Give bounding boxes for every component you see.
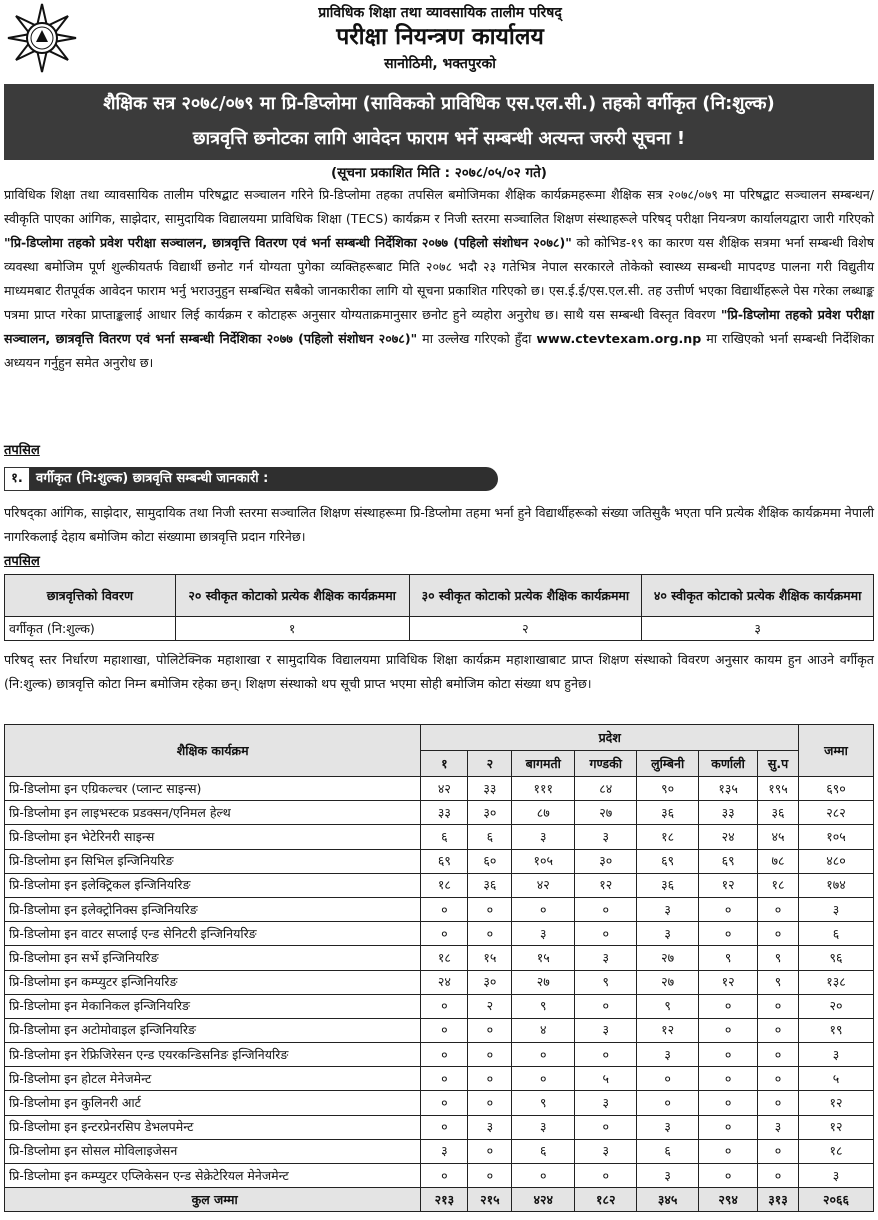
quota-value-cell: ६ [512, 1139, 575, 1163]
quota-value-cell: ३ [575, 1018, 637, 1042]
row-total-cell: १३८ [799, 970, 874, 994]
quota-value-cell: ३३ [468, 777, 512, 801]
tapasil-heading-1: तपसिल [4, 443, 40, 458]
quota-value-cell: २४ [421, 970, 468, 994]
quota-value-cell: ० [699, 1091, 758, 1115]
quota-value-cell: ० [699, 1018, 758, 1042]
quota-value-cell: २७ [637, 946, 699, 970]
quota-value-cell: ९ [575, 970, 637, 994]
quota-value-cell: ० [421, 1091, 468, 1115]
quota-value-cell: ३० [468, 970, 512, 994]
quota-value-cell: ५ [575, 1067, 637, 1091]
header [0, 0, 878, 82]
quota-value-cell: १२ [699, 970, 758, 994]
program-name: प्रि-डिप्लोमा इन वाटर सप्लाई एन्ड सेनिटरी इन्जिनियरिङ [5, 922, 421, 946]
publish-date: (सूचना प्रकाशित मिति : २०७८/०५/०२ गते) [331, 165, 547, 181]
quota-value-cell: ६९ [699, 849, 758, 873]
quota-value-cell: ९ [512, 994, 575, 1018]
program-name: प्रि-डिप्लोमा इन कम्प्युटर एप्लिकेसन एन्ड सेक्रेटेरियल मेनेजमेन्ट [5, 1164, 421, 1188]
quota-value-cell: २७ [637, 970, 699, 994]
quota-value-cell: २१५ [468, 1188, 512, 1212]
quota-value-cell: ३ [637, 922, 699, 946]
quota-value-cell: १२ [637, 1018, 699, 1042]
quota-value-cell: ९ [637, 994, 699, 1018]
quota-value-cell: ० [421, 1164, 468, 1188]
intro-paragraph [4, 183, 874, 375]
quota-value-cell: ० [421, 1115, 468, 1139]
quota-value-cell: ४२ [421, 777, 468, 801]
quota-value-cell: ० [421, 1043, 468, 1067]
row-total-cell: १०५ [799, 825, 874, 849]
quota-value-cell: २४ [699, 825, 758, 849]
quota-value-cell: ० [758, 994, 799, 1018]
quota-value-cell: ७८ [758, 849, 799, 873]
quota-value-cell: ० [575, 897, 637, 921]
quota-value-cell: ३ [637, 897, 699, 921]
quota-value-cell: १५ [512, 946, 575, 970]
quota-value-cell: ० [421, 1018, 468, 1042]
program-name: प्रि-डिप्लोमा इन मेकानिकल इन्जिनियरिङ [5, 994, 421, 1018]
intro-text-a: प्राविधिक शिक्षा तथा व्यावसायिक तालीम परिषद्बाट सञ्चालन गरिने प्रि-डिप्लोमा तहका तपसिल बमोजिमका शैक्षिक कार्यक्रमहरूमा शैक्षिक सत्र २०७८/०७९ मा परिषद्बाट सञ्चालन सम्बन्धन/स्वीकृति पाएका आंगिक, साझेदार, सामुदायिक विद्यालयमा प्राविधिक शिक्षा (TECS) कार्यक्रम र निजी स्तरमा सञ्चालित शिक्षण संस्थाहरूले परिषद् परीक्षा नियन्त्रण कार्यालयद्वारा जारी गरिएको [4, 187, 874, 226]
quota-value-cell: ९ [758, 946, 799, 970]
quota-value-cell: ३३ [699, 801, 758, 825]
quota-value-cell: ० [699, 1139, 758, 1163]
quota-value-cell: ३ [637, 1164, 699, 1188]
quota-value-cell: १९५ [758, 777, 799, 801]
quota-value-cell: ० [512, 1164, 575, 1188]
total-column-header: जम्मा [799, 725, 874, 777]
quota-value-cell: ३३ [421, 801, 468, 825]
quota-header-row [5, 575, 874, 617]
quota-value-cell: ३ [575, 825, 637, 849]
quota-value-cell: ० [468, 1091, 512, 1115]
quota-value-cell: २९४ [699, 1188, 758, 1212]
table-row [5, 849, 874, 873]
intro-text-c: को कोभिड-१९ का कारण यस शैक्षिक सत्रमा भर्ना सम्बन्धी विशेष व्यवस्था बमोजिम पूर्ण शुल्कीयतर्फ विद्यार्थी छनोट गर्न योग्यता पुगेका व्यक्तिहरूबाट मिति २०७८ भदौ २३ गतेभित्र नेपाल सरकारले तोकेको स्वास्थ्य सम्बन्धी मापदण्ड पालना गरी विद्युतीय माध्यमबाट रीतपूर्वक आवेदन फाराम भर्नु भराउनुहुन सम्बन्धित सबैको जानकारीका लागि यो सूचना प्रकाशित गरिएको छ। एस.ई.ई/एस.एल.सी. तह उत्तीर्ण भएका विद्यार्थीहरूले पेस गरेका लब्धाङ्क पत्रमा प्राप्त गरेका प्राप्ताङ्कलाई आधार लिई कार्यक्रम र कोटाहरू अनुसार योग्यताक्रमानुसार छनोट हुने व्यहोरा अनुरोध छ। साथै यस सम्बन्धी विस्तृत विवरण [4, 235, 874, 322]
quota-value-cell: १०५ [512, 849, 575, 873]
quota-value-cell: ६ [421, 825, 468, 849]
government-emblem-icon [6, 2, 78, 74]
guideline-title-2: "प्रि-डिप्लोमा तहको प्रवेश परीक्षा सञ्चालन, छात्रवृत्ति वितरण एवं भर्ना सम्बन्धी निर्देशिका २०७७ (पहिलो संशोधन २०७८)" [4, 307, 874, 346]
program-table-body [5, 777, 874, 1212]
quota-header: २० स्वीकृत कोटाको प्रत्येक शैक्षिक कार्यक्रममा [175, 575, 409, 617]
quota-value-cell: ६९ [637, 849, 699, 873]
quota-value-cell: ४२ [512, 873, 575, 897]
quota-cell: १ [175, 617, 409, 641]
table-row [5, 970, 874, 994]
table-row [5, 897, 874, 921]
quota-value-cell: २ [468, 994, 512, 1018]
quota-header: ४० स्वीकृत कोटाको प्रत्येक शैक्षिक कार्यक्रममा [642, 575, 874, 617]
quota-value-cell: ८७ [512, 801, 575, 825]
quota-value-cell: ६ [468, 825, 512, 849]
quota-value-cell: ३१३ [758, 1188, 799, 1212]
program-column-header: शैक्षिक कार्यक्रम [5, 725, 421, 777]
banner-line-2: छात्रवृत्ति छनोटका लागि आवेदन फाराम भर्ने सम्बन्धी अत्यन्त जरुरी सूचना ! [192, 128, 686, 149]
program-name: प्रि-डिप्लोमा इन होटल मेनेजमेन्ट [5, 1067, 421, 1091]
quota-value-cell: ० [421, 994, 468, 1018]
table-row [5, 1164, 874, 1188]
quota-value-cell: ४२४ [512, 1188, 575, 1212]
section-number: १. [4, 467, 30, 491]
quota-value-cell: ९ [512, 1091, 575, 1115]
quota-value-cell: ० [758, 1043, 799, 1067]
org-name: प्राविधिक शिक्षा तथा व्यावसायिक तालीम परिषद् [318, 5, 562, 21]
quota-value-cell: ३ [468, 1115, 512, 1139]
table-row [5, 994, 874, 1018]
quota-value-cell: ३ [637, 1043, 699, 1067]
row-total-cell: २८२ [799, 801, 874, 825]
quota-cell: २ [409, 617, 642, 641]
quota-value-cell: ३ [575, 1139, 637, 1163]
quota-value-cell: ० [468, 922, 512, 946]
row-total-cell: ५ [799, 1067, 874, 1091]
quota-value-cell: ० [758, 1139, 799, 1163]
row-total-cell: २० [799, 994, 874, 1018]
quota-value-cell: ० [758, 1091, 799, 1115]
quota-value-cell: १८ [637, 825, 699, 849]
quota-value-cell: १२ [699, 873, 758, 897]
quota-value-cell: ० [699, 1164, 758, 1188]
quota-value-cell: ० [468, 1139, 512, 1163]
quota-value-cell: ० [421, 897, 468, 921]
quota-value-cell: ३६ [637, 801, 699, 825]
quota-value-cell: ० [699, 994, 758, 1018]
row-total-cell: २०६६ [799, 1188, 874, 1212]
quota-value-cell: ० [575, 1164, 637, 1188]
guideline-title-1: "प्रि-डिप्लोमा तहको प्रवेश परीक्षा सञ्चालन, छात्रवृत्ति वितरण एवं भर्ना सम्बन्धी निर्देशिका २०७७ (पहिलो संशोधन २०७८)" [4, 235, 572, 250]
scholarship-paragraph: परिषद्का आंगिक, साझेदार, सामुदायिक तथा निजी स्तरमा सञ्चालित शिक्षण संस्थाहरूमा प्रि-डिप्लोमा तहमा भर्ना हुने विद्यार्थीहरूको संख्या जतिसुकै भएता पनि प्रत्येक शैक्षिक कार्यक्रममा नेपाली नागरिकलाई देहाय बमोजिम कोटा संख्यामा छात्रवृत्ति प्रदान गरिनेछ। [4, 505, 874, 544]
section-title: वर्गीकृत (नि:शुल्क) छात्रवृत्ति सम्बन्धी जानकारी : [30, 467, 498, 491]
table-row [5, 922, 874, 946]
quota-value-cell: ६ [637, 1139, 699, 1163]
table-row [5, 1043, 874, 1067]
table-row [5, 825, 874, 849]
quota-value-cell: ३० [468, 801, 512, 825]
program-name: प्रि-डिप्लोमा इन सर्भे इन्जिनियरिङ [5, 946, 421, 970]
total-label: कुल जम्मा [5, 1188, 421, 1212]
quota-value-cell: १८२ [575, 1188, 637, 1212]
quota-value-cell: ६० [468, 849, 512, 873]
quota-value-cell: ० [468, 1018, 512, 1042]
quota-value-cell: ३० [575, 849, 637, 873]
quota-value-cell: ० [699, 897, 758, 921]
quota-value-cell: ० [699, 1115, 758, 1139]
website-link[interactable]: www.ctevtexam.org.np [536, 331, 702, 346]
quota-value-cell: ३४५ [637, 1188, 699, 1212]
quota-value-cell: ० [421, 922, 468, 946]
table-row [5, 873, 874, 897]
quota-value-cell: ० [699, 1043, 758, 1067]
quota-value-cell: ४५ [758, 825, 799, 849]
quota-paragraph: परिषद् स्तर निर्धारण महाशाखा, पोलिटेक्निक महाशाखा र सामुदायिक विद्यालयमा प्राविधिक शिक्षा कार्यक्रम महाशाखाबाट प्राप्त शिक्षण संस्थाको विवरण अनुसार कायम हुन आउने वर्गीकृत (नि:शुल्क) छात्रवृत्ति कोटा निम्न बमोजिम रहेका छन्। शिक्षण संस्थाको थप सूची प्राप्त भएमा सोही बमोजिम कोटा संख्या थप हुनेछ। [4, 652, 874, 691]
program-name: प्रि-डिप्लोमा इन कम्प्युटर इन्जिनियरिङ [5, 970, 421, 994]
quota-cell: ३ [642, 617, 874, 641]
quota-value-cell: ० [421, 1067, 468, 1091]
quota-value-cell: ६९ [421, 849, 468, 873]
quota-value-cell: ३ [421, 1139, 468, 1163]
tapasil-heading-2: तपसिल [4, 554, 40, 569]
quota-value-cell: ४ [512, 1018, 575, 1042]
quota-value-cell: ३ [512, 922, 575, 946]
quota-value-cell: ० [699, 922, 758, 946]
quota-value-cell: ० [637, 1091, 699, 1115]
row-total-cell: ६ [799, 922, 874, 946]
quota-value-cell: १३५ [699, 777, 758, 801]
row-total-cell: १८ [799, 1139, 874, 1163]
row-total-cell: ३ [799, 1043, 874, 1067]
office-location: सानोठिमी, भक्तपुरको [384, 56, 496, 72]
quota-value-cell: ३६ [758, 801, 799, 825]
quota-header: छात्रवृत्तिको विवरण [5, 575, 176, 617]
quota-value-cell: ० [575, 1043, 637, 1067]
program-name: प्रि-डिप्लोमा इन इन्टरप्रेनरसिप डेभलपमेन्ट [5, 1115, 421, 1139]
province-header: २ [468, 751, 512, 777]
banner-line-1: शैक्षिक सत्र २०७८/०७९ मा प्रि-डिप्लोमा (साविकको प्राविधिक एस.एल.सी.) तहको वर्गीकृत (नि:शुल्क) [103, 93, 775, 114]
row-total-cell: १९ [799, 1018, 874, 1042]
table-row [5, 777, 874, 801]
quota-value-cell: ९० [637, 777, 699, 801]
quota-value-cell: २१३ [421, 1188, 468, 1212]
office-name: परीक्षा नियन्त्रण कार्यालय [336, 24, 544, 50]
quota-value-cell: ० [575, 994, 637, 1018]
province-header: बागमती [512, 751, 575, 777]
quota-value-cell: ९ [699, 946, 758, 970]
quota-value-cell: ८४ [575, 777, 637, 801]
quota-value-cell: ९ [758, 970, 799, 994]
table-row [5, 801, 874, 825]
province-header: लुम्बिनी [637, 751, 699, 777]
quota-value-cell: २७ [512, 970, 575, 994]
quota-value-cell: १५ [468, 946, 512, 970]
table-row [5, 1018, 874, 1042]
total-row [5, 1188, 874, 1212]
program-name: प्रि-डिप्लोमा इन कुलिनरी आर्ट [5, 1091, 421, 1115]
quota-value-cell: २७ [575, 801, 637, 825]
table-row [5, 946, 874, 970]
quota-value-cell: १८ [421, 946, 468, 970]
quota-value-cell: ० [512, 897, 575, 921]
quota-value-cell: ० [468, 1067, 512, 1091]
quota-value-cell: १११ [512, 777, 575, 801]
quota-value-cell: ० [758, 1164, 799, 1188]
quota-value-cell: ० [512, 1067, 575, 1091]
row-total-cell: १२ [799, 1115, 874, 1139]
quota-value-cell: ३ [512, 825, 575, 849]
program-quota-table [4, 724, 874, 1212]
quota-value-cell: ० [512, 1043, 575, 1067]
quota-value-cell: ० [468, 1164, 512, 1188]
province-header: सु.प [758, 751, 799, 777]
table-row [5, 1091, 874, 1115]
intro-text-g: मा राखिएको भर्ना सम्बन्धी निर्देशिका अध्ययन गर्नुहुन समेत अनुरोध छ। [4, 331, 874, 370]
program-name: प्रि-डिप्लोमा इन एग्रिकल्चर (प्लान्ट साइन्स) [5, 777, 421, 801]
program-name: प्रि-डिप्लोमा इन सिभिल इन्जिनियरिङ [5, 849, 421, 873]
quota-table [4, 574, 874, 641]
quota-value-cell: १८ [421, 873, 468, 897]
program-name: प्रि-डिप्लोमा इन भेटेरिनरी साइन्स [5, 825, 421, 849]
quota-cell: वर्गीकृत (नि:शुल्क) [5, 617, 176, 641]
table-row [5, 1067, 874, 1091]
quota-value-cell: ० [468, 897, 512, 921]
quota-value-cell: ० [575, 922, 637, 946]
province-header: १ [421, 751, 468, 777]
row-total-cell: ४८० [799, 849, 874, 873]
row-total-cell: ३ [799, 897, 874, 921]
table-row [5, 1139, 874, 1163]
program-header-row-1 [5, 725, 874, 751]
quota-value-cell: ० [637, 1067, 699, 1091]
province-group-header: प्रदेश [421, 725, 799, 751]
program-name: प्रि-डिप्लोमा इन रेफ्रिजिरेसन एन्ड एयरकन्डिसनिङ इन्जिनियरिङ [5, 1043, 421, 1067]
quota-value-cell: १२ [575, 873, 637, 897]
intro-text-e: मा उल्लेख गरिएको हुँदा [417, 331, 537, 346]
notice-banner [4, 84, 874, 160]
quota-row [5, 617, 874, 641]
program-name: प्रि-डिप्लोमा इन सोसल मोविलाइजेसन [5, 1139, 421, 1163]
quota-value-cell: १८ [758, 873, 799, 897]
quota-value-cell: ३ [637, 1115, 699, 1139]
quota-value-cell: ० [468, 1043, 512, 1067]
quota-value-cell: ३ [575, 946, 637, 970]
quota-value-cell: ० [758, 1067, 799, 1091]
province-header: कर्णाली [699, 751, 758, 777]
table-row [5, 1115, 874, 1139]
quota-value-cell: ३६ [468, 873, 512, 897]
quota-value-cell: ० [758, 922, 799, 946]
program-name: प्रि-डिप्लोमा इन इलेक्ट्रोनिक्स इन्जिनियरिङ [5, 897, 421, 921]
program-name: प्रि-डिप्लोमा इन लाइभस्टक प्रडक्सन/एनिमल हेल्थ [5, 801, 421, 825]
quota-value-cell: ० [758, 1018, 799, 1042]
quota-value-cell: ० [758, 897, 799, 921]
row-total-cell: ६९० [799, 777, 874, 801]
row-total-cell: ३ [799, 1164, 874, 1188]
quota-value-cell: ० [699, 1067, 758, 1091]
row-total-cell: ९६ [799, 946, 874, 970]
province-header: गण्डकी [575, 751, 637, 777]
section-1-header [4, 467, 498, 491]
program-name: प्रि-डिप्लोमा इन अटोमोवाइल इन्जिनियरिङ [5, 1018, 421, 1042]
quota-value-cell: ३ [512, 1115, 575, 1139]
quota-header: ३० स्वीकृत कोटाको प्रत्येक शैक्षिक कार्यक्रममा [409, 575, 642, 617]
quota-value-cell: ३ [575, 1091, 637, 1115]
row-total-cell: १२ [799, 1091, 874, 1115]
quota-value-cell: ३ [758, 1115, 799, 1139]
quota-value-cell: ३६ [637, 873, 699, 897]
program-name: प्रि-डिप्लोमा इन इलेक्ट्रिकल इन्जिनियरिङ [5, 873, 421, 897]
quota-value-cell: ० [575, 1115, 637, 1139]
row-total-cell: १७४ [799, 873, 874, 897]
